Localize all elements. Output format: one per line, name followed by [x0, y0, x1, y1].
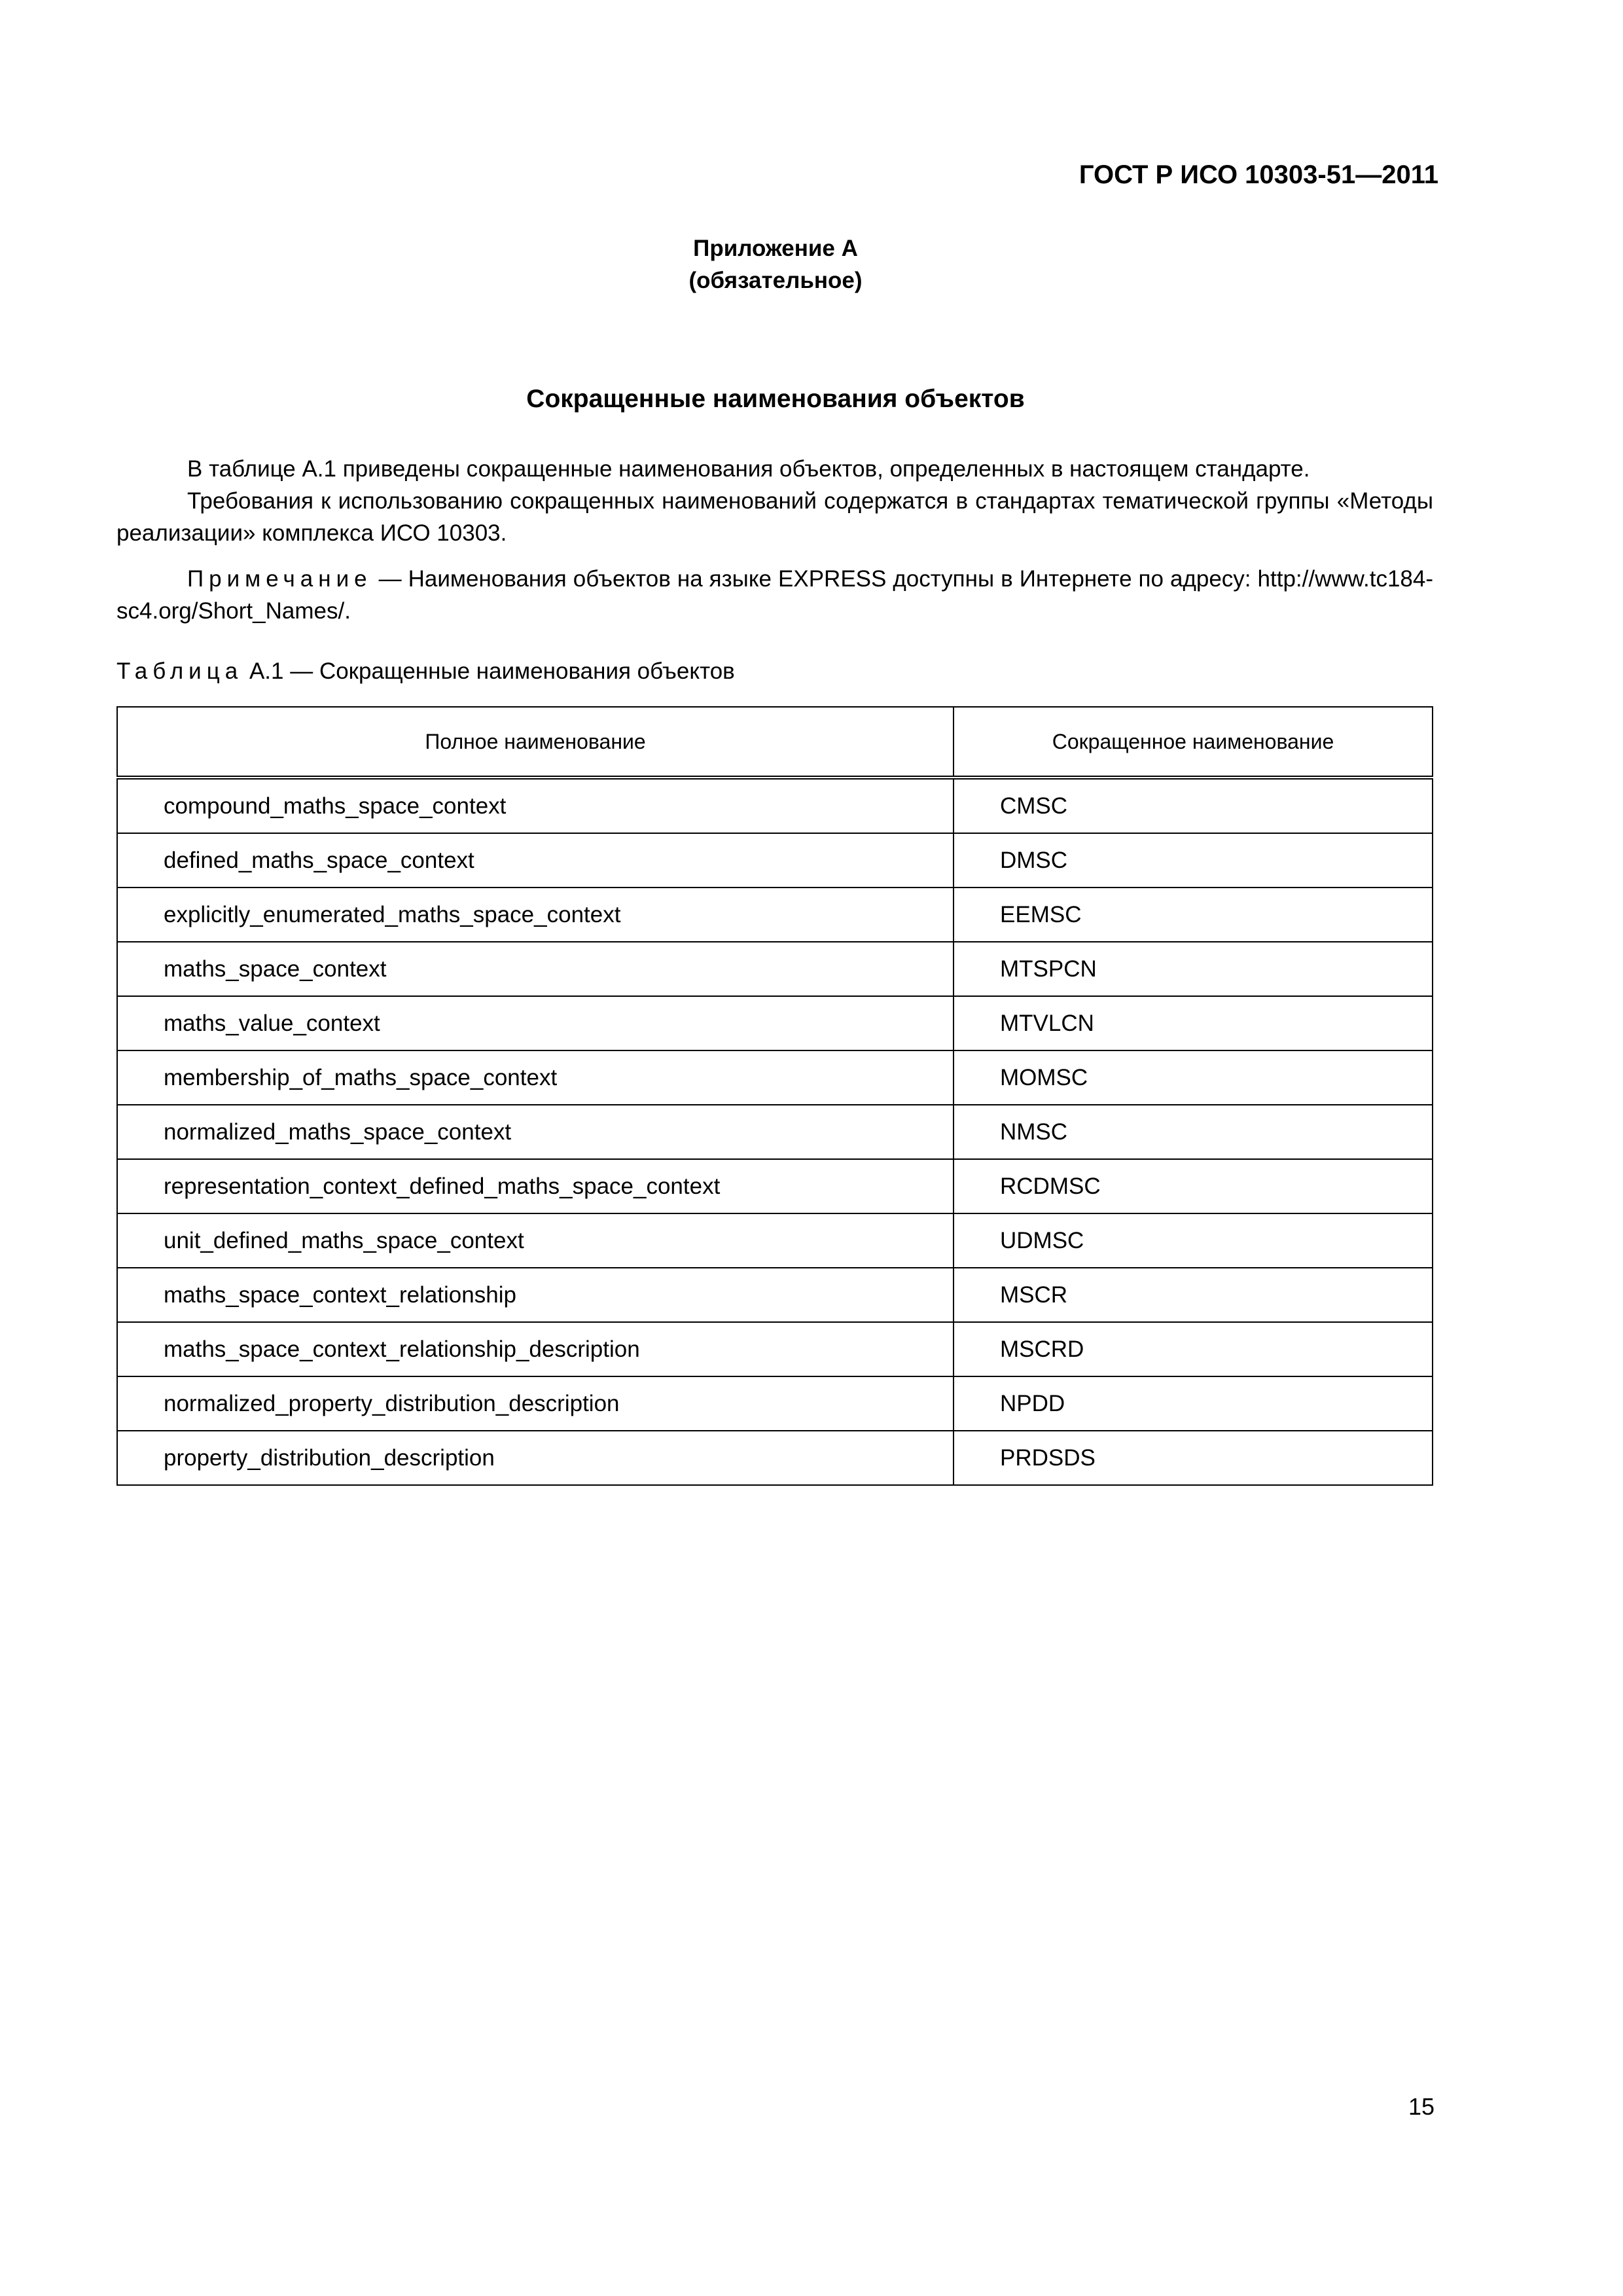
- table-row: [117, 1050, 1433, 1105]
- full-name-cell: normalized_maths_space_context: [117, 1105, 954, 1159]
- table-row: [117, 1213, 1433, 1268]
- full-name-cell: maths_space_context_relationship_description: [117, 1322, 954, 1376]
- table-row: [117, 1159, 1433, 1213]
- note-label: Примечание: [187, 566, 372, 592]
- full-name-cell: maths_value_context: [117, 996, 954, 1050]
- short-name-cell: MTVLCN: [954, 996, 1433, 1050]
- short-name-cell: EEMSC: [954, 888, 1433, 942]
- note-paragraph: [116, 563, 1433, 627]
- full-name-cell: compound_maths_space_context: [117, 778, 954, 833]
- short-name-cell: CMSC: [954, 778, 1433, 833]
- intro-paragraph: В таблице А.1 приведены сокращенные наименования объектов, определенных в настоящем стандарте.: [187, 456, 1310, 482]
- table-row: [117, 1268, 1433, 1322]
- full-name-cell: unit_defined_maths_space_context: [117, 1213, 954, 1268]
- section-title: Сокращенные наименования объектов: [526, 385, 1025, 413]
- full-name-cell: representation_context_defined_maths_space_context: [117, 1159, 954, 1213]
- requirements-paragraph: Требования к использованию сокращенных наименований содержатся в стандартах тематической группы «Методы реализации» комплекса ИСО 10303.: [116, 488, 1433, 546]
- short-name-cell: MSCRD: [954, 1322, 1433, 1376]
- table-row: [117, 1431, 1433, 1485]
- table-row: [117, 888, 1433, 942]
- short-names-table: [116, 706, 1433, 1486]
- short-name-cell: NPDD: [954, 1376, 1433, 1431]
- table-row: [117, 778, 1433, 833]
- short-name-cell: PRDSDS: [954, 1431, 1433, 1485]
- annex-status: (обязательное): [688, 268, 863, 293]
- short-name-cell: DMSC: [954, 833, 1433, 888]
- full-name-cell: property_distribution_description: [117, 1431, 954, 1485]
- table-row: [117, 1105, 1433, 1159]
- full-name-cell: membership_of_maths_space_context: [117, 1050, 954, 1105]
- short-name-cell: RCDMSC: [954, 1159, 1433, 1213]
- page-number: 15: [1408, 2093, 1435, 2120]
- table-row: [117, 942, 1433, 996]
- full-name-cell: normalized_property_distribution_description: [117, 1376, 954, 1431]
- note-text: — Наименования объектов на языке EXPRESS доступны в Интернете по адресу: http://www.tc184-sc4.org/Short_Names/.: [116, 566, 1433, 624]
- table-header-row: [117, 707, 1433, 778]
- header-short-name: Сокращенное наименование: [954, 707, 1433, 778]
- table-caption-label: Таблица: [116, 658, 243, 684]
- short-name-cell: MTSPCN: [954, 942, 1433, 996]
- short-name-cell: NMSC: [954, 1105, 1433, 1159]
- full-name-cell: maths_space_context: [117, 942, 954, 996]
- header-full-name: Полное наименование: [117, 707, 954, 778]
- table-caption: [116, 658, 735, 685]
- table-caption-text: А.1 — Сокращенные наименования объектов: [243, 658, 735, 684]
- short-name-cell: MOMSC: [954, 1050, 1433, 1105]
- table-row: [117, 1376, 1433, 1431]
- table-row: [117, 1322, 1433, 1376]
- full-name-cell: explicitly_enumerated_maths_space_context: [117, 888, 954, 942]
- short-name-cell: MSCR: [954, 1268, 1433, 1322]
- full-name-cell: maths_space_context_relationship: [117, 1268, 954, 1322]
- short-name-cell: UDMSC: [954, 1213, 1433, 1268]
- table-row: [117, 833, 1433, 888]
- annex-title: Приложение А: [693, 236, 858, 261]
- full-name-cell: defined_maths_space_context: [117, 833, 954, 888]
- table-row: [117, 996, 1433, 1050]
- annex-heading: [0, 232, 1551, 296]
- document-header-code: ГОСТ Р ИСО 10303-51—2011: [1079, 160, 1438, 189]
